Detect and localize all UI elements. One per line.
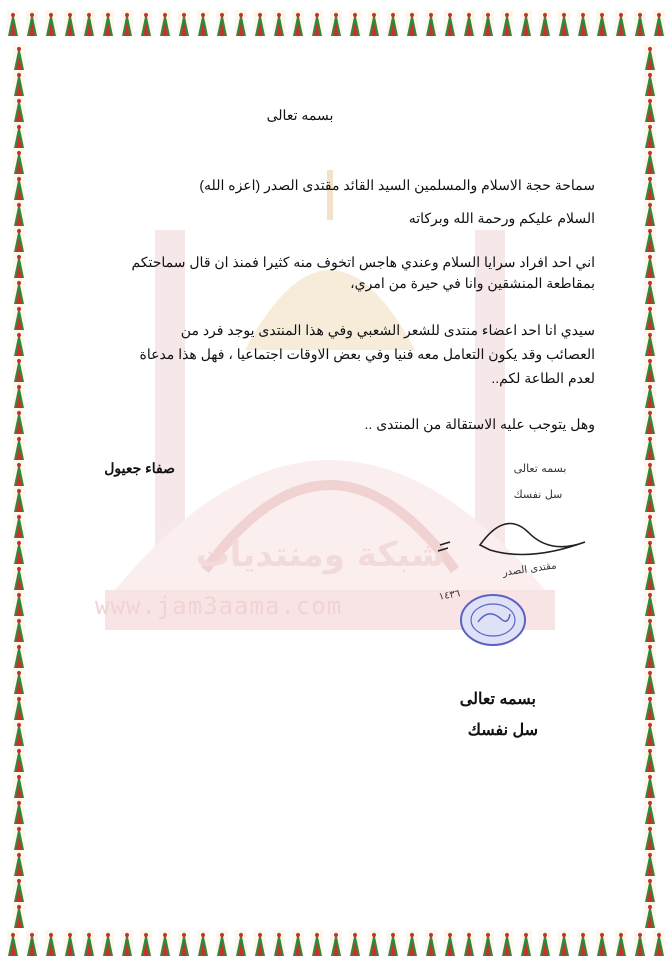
border-ornament-tile xyxy=(406,10,418,36)
border-ornament-tile xyxy=(197,10,209,36)
border-ornament-tile xyxy=(13,96,25,122)
letter-recipient: سماحة حجة الاسلام والمسلمين السيد القائد مقتدى الصدر (اعزه الله) xyxy=(199,177,595,193)
border-ornament-tile xyxy=(159,10,171,36)
border-ornament-tile xyxy=(558,930,570,956)
handwritten-name: مقتدى الصدر xyxy=(502,560,558,579)
border-ornament-tile xyxy=(83,10,95,36)
border-ornament-tile xyxy=(539,10,551,36)
letter-paragraph-2-line-1: سيدي انا احد اعضاء منتدى للشعر الشعبي وفي هذا المنتدى يوجد فرد من xyxy=(180,322,595,338)
border-ornament-tile xyxy=(13,850,25,876)
border-ornament-tile xyxy=(539,930,551,956)
border-ornament-tile xyxy=(254,930,266,956)
reply-basmala: بسمه تعالى xyxy=(459,691,536,708)
border-left-ornament xyxy=(0,0,40,960)
border-ornament-tile xyxy=(644,96,656,122)
border-ornament-tile xyxy=(444,10,456,36)
handwritten-reply: سل نفسك xyxy=(513,488,563,501)
border-ornament-tile xyxy=(596,930,608,956)
border-ornament-tile xyxy=(644,226,656,252)
border-ornament-tile xyxy=(13,174,25,200)
border-ornament-tile xyxy=(349,10,361,36)
border-ornament-tile xyxy=(644,694,656,720)
border-ornament-tile xyxy=(102,930,114,956)
border-ornament-tile xyxy=(644,174,656,200)
letter-paragraph-1-line-2: بمقاطعة المنشقين وانا في حيرة من امري، xyxy=(350,275,595,291)
border-ornament-tile xyxy=(349,930,361,956)
border-top xyxy=(0,0,671,40)
border-ornament-tile xyxy=(45,10,57,36)
border-ornament-tile xyxy=(102,10,114,36)
letter-paragraph-1-line-1: اني احد افراد سرايا السلام وعندي هاجس اتخوف منه كثيرا فمنذ ان قال سماحتكم xyxy=(131,254,595,270)
border-ornament-tile xyxy=(13,772,25,798)
border-ornament-tile xyxy=(444,930,456,956)
handwritten-signature-area xyxy=(410,450,610,650)
border-ornament-tile xyxy=(482,10,494,36)
signature-stroke xyxy=(480,524,585,555)
letter-basmala: بسمه تعالى xyxy=(266,107,334,123)
border-ornament-tile xyxy=(13,798,25,824)
border-ornament-tile xyxy=(463,930,475,956)
border-ornament-tile xyxy=(216,930,228,956)
border-ornament-tile xyxy=(13,668,25,694)
border-ornament-tile xyxy=(330,930,342,956)
border-ornament-tile xyxy=(13,824,25,850)
border-ornament-tile xyxy=(520,930,532,956)
border-ornament-tile xyxy=(615,930,627,956)
border-ornament-tile xyxy=(644,460,656,486)
letter-sender: صفاء جعيول xyxy=(104,460,175,476)
border-ornament-tile xyxy=(644,772,656,798)
border-ornament-tile xyxy=(13,746,25,772)
border-ornament-tile xyxy=(644,44,656,70)
border-ornament-tile xyxy=(235,930,247,956)
letter-paragraph-2-line-2: العصائب وقد يكون التعامل معه فنيا وفي بعض الاوقات اجتماعيا ، فهل هذا مدعاة xyxy=(139,346,595,362)
border-ornament-tile xyxy=(159,930,171,956)
border-ornament-tile xyxy=(387,10,399,36)
border-ornament-tile xyxy=(13,902,25,928)
border-ornament-tile xyxy=(13,278,25,304)
border-ornament-tile xyxy=(368,930,380,956)
border-ornament-tile xyxy=(501,10,513,36)
border-ornament-tile xyxy=(13,434,25,460)
border-ornament-tile xyxy=(292,10,304,36)
border-ornament-tile xyxy=(45,930,57,956)
border-ornament-tile xyxy=(13,200,25,226)
border-ornament-tile xyxy=(13,122,25,148)
border-ornament-tile xyxy=(13,642,25,668)
border-ornament-tile xyxy=(644,304,656,330)
border-ornament-tile xyxy=(13,876,25,902)
border-ornament-tile xyxy=(216,10,228,36)
border-ornament-tile xyxy=(121,10,133,36)
border-ornament-tile xyxy=(644,252,656,278)
border-ornament-tile xyxy=(558,10,570,36)
border-ornament-tile xyxy=(292,930,304,956)
border-ornament-tile xyxy=(178,10,190,36)
border-ornament-tile xyxy=(644,798,656,824)
border-ornament-tile xyxy=(13,44,25,70)
border-ornament-tile xyxy=(577,930,589,956)
border-ornament-tile xyxy=(644,382,656,408)
border-ornament-tile xyxy=(644,278,656,304)
watermark-arabic: شبكة ومنتديات xyxy=(195,535,445,575)
border-ornament-tile xyxy=(644,434,656,460)
border-ornament-tile xyxy=(644,148,656,174)
border-ornament-tile xyxy=(330,10,342,36)
border-ornament-tile xyxy=(64,930,76,956)
border-ornament-tile xyxy=(13,512,25,538)
border-ornament-tile xyxy=(13,226,25,252)
border-ornament-tile xyxy=(64,10,76,36)
border-ornament-tile xyxy=(463,10,475,36)
letter-greeting: السلام عليكم ورحمة الله وبركاته xyxy=(408,210,595,226)
border-ornament-tile xyxy=(644,408,656,434)
border-ornament-tile xyxy=(13,538,25,564)
border-ornament-tile xyxy=(13,356,25,382)
border-ornament-tile xyxy=(644,356,656,382)
border-ornament-tile xyxy=(13,720,25,746)
border-ornament-tile xyxy=(425,930,437,956)
border-ornament-tile xyxy=(482,930,494,956)
border-ornament-tile xyxy=(644,538,656,564)
border-ornament-tile xyxy=(13,564,25,590)
border-ornament-tile xyxy=(13,486,25,512)
border-ornament-tile xyxy=(644,824,656,850)
border-ornament-tile xyxy=(13,616,25,642)
letter-paragraph-2-line-3: لعدم الطاعة لكم.. xyxy=(491,370,595,386)
border-ornament-tile xyxy=(644,850,656,876)
border-ornament-tile xyxy=(13,694,25,720)
border-right-ornament xyxy=(631,0,671,960)
border-ornament-tile xyxy=(520,10,532,36)
border-ornament-tile xyxy=(13,382,25,408)
border-ornament-tile xyxy=(644,590,656,616)
border-ornament-tile xyxy=(254,10,266,36)
border-ornament-tile xyxy=(644,902,656,928)
border-ornament-tile xyxy=(273,10,285,36)
border-ornament-tile xyxy=(13,330,25,356)
border-ornament-tile xyxy=(311,10,323,36)
border-ornament-tile xyxy=(13,408,25,434)
border-ornament-tile xyxy=(13,460,25,486)
border-ornament-tile xyxy=(644,70,656,96)
border-ornament-tile xyxy=(140,10,152,36)
border-left xyxy=(0,0,40,960)
border-ornament-tile xyxy=(501,930,513,956)
border-ornament-tile xyxy=(13,252,25,278)
reply-answer: سل نفسك xyxy=(467,722,538,739)
border-ornament-tile xyxy=(644,486,656,512)
border-ornament-tile xyxy=(13,304,25,330)
border-ornament-tile xyxy=(644,616,656,642)
border-ornament-tile xyxy=(311,930,323,956)
border-ornament-tile xyxy=(644,668,656,694)
border-ornament-tile xyxy=(406,930,418,956)
border-ornament-tile xyxy=(13,590,25,616)
letter-question: وهل يتوجب عليه الاستقالة من المنتدى .. xyxy=(364,416,595,432)
border-ornament-tile xyxy=(197,930,209,956)
border-ornament-tile xyxy=(425,10,437,36)
border-ornament-tile xyxy=(644,122,656,148)
signature-mark xyxy=(438,542,450,551)
border-ornament-tile xyxy=(615,10,627,36)
border-ornament-tile xyxy=(13,148,25,174)
border-ornament-tile xyxy=(387,930,399,956)
border-ornament-tile xyxy=(178,930,190,956)
border-ornament-tile xyxy=(368,10,380,36)
border-ornament-tile xyxy=(644,564,656,590)
border-ornament-tile xyxy=(596,10,608,36)
border-ornament-tile xyxy=(577,10,589,36)
border-ornament-tile xyxy=(644,642,656,668)
border-ornament-tile xyxy=(121,930,133,956)
border-ornament-tile xyxy=(644,330,656,356)
border-bottom xyxy=(0,922,671,960)
handwritten-date: ١٤٣٦ xyxy=(438,588,462,603)
border-ornament-tile xyxy=(644,200,656,226)
border-ornament-tile xyxy=(13,70,25,96)
border-top-ornament xyxy=(0,0,671,40)
border-ornament-tile xyxy=(140,930,152,956)
handwritten-basmala: بسمه تعالى xyxy=(513,462,567,475)
border-ornament-tile xyxy=(235,10,247,36)
border-ornament-tile xyxy=(644,720,656,746)
border-ornament-tile xyxy=(644,876,656,902)
border-right xyxy=(631,0,671,960)
border-ornament-tile xyxy=(83,930,95,956)
border-ornament-tile xyxy=(644,746,656,772)
border-bottom-ornament xyxy=(0,922,671,960)
border-ornament-tile xyxy=(273,930,285,956)
watermark-url: www.jam3aama.com xyxy=(95,592,343,620)
border-ornament-tile xyxy=(644,512,656,538)
